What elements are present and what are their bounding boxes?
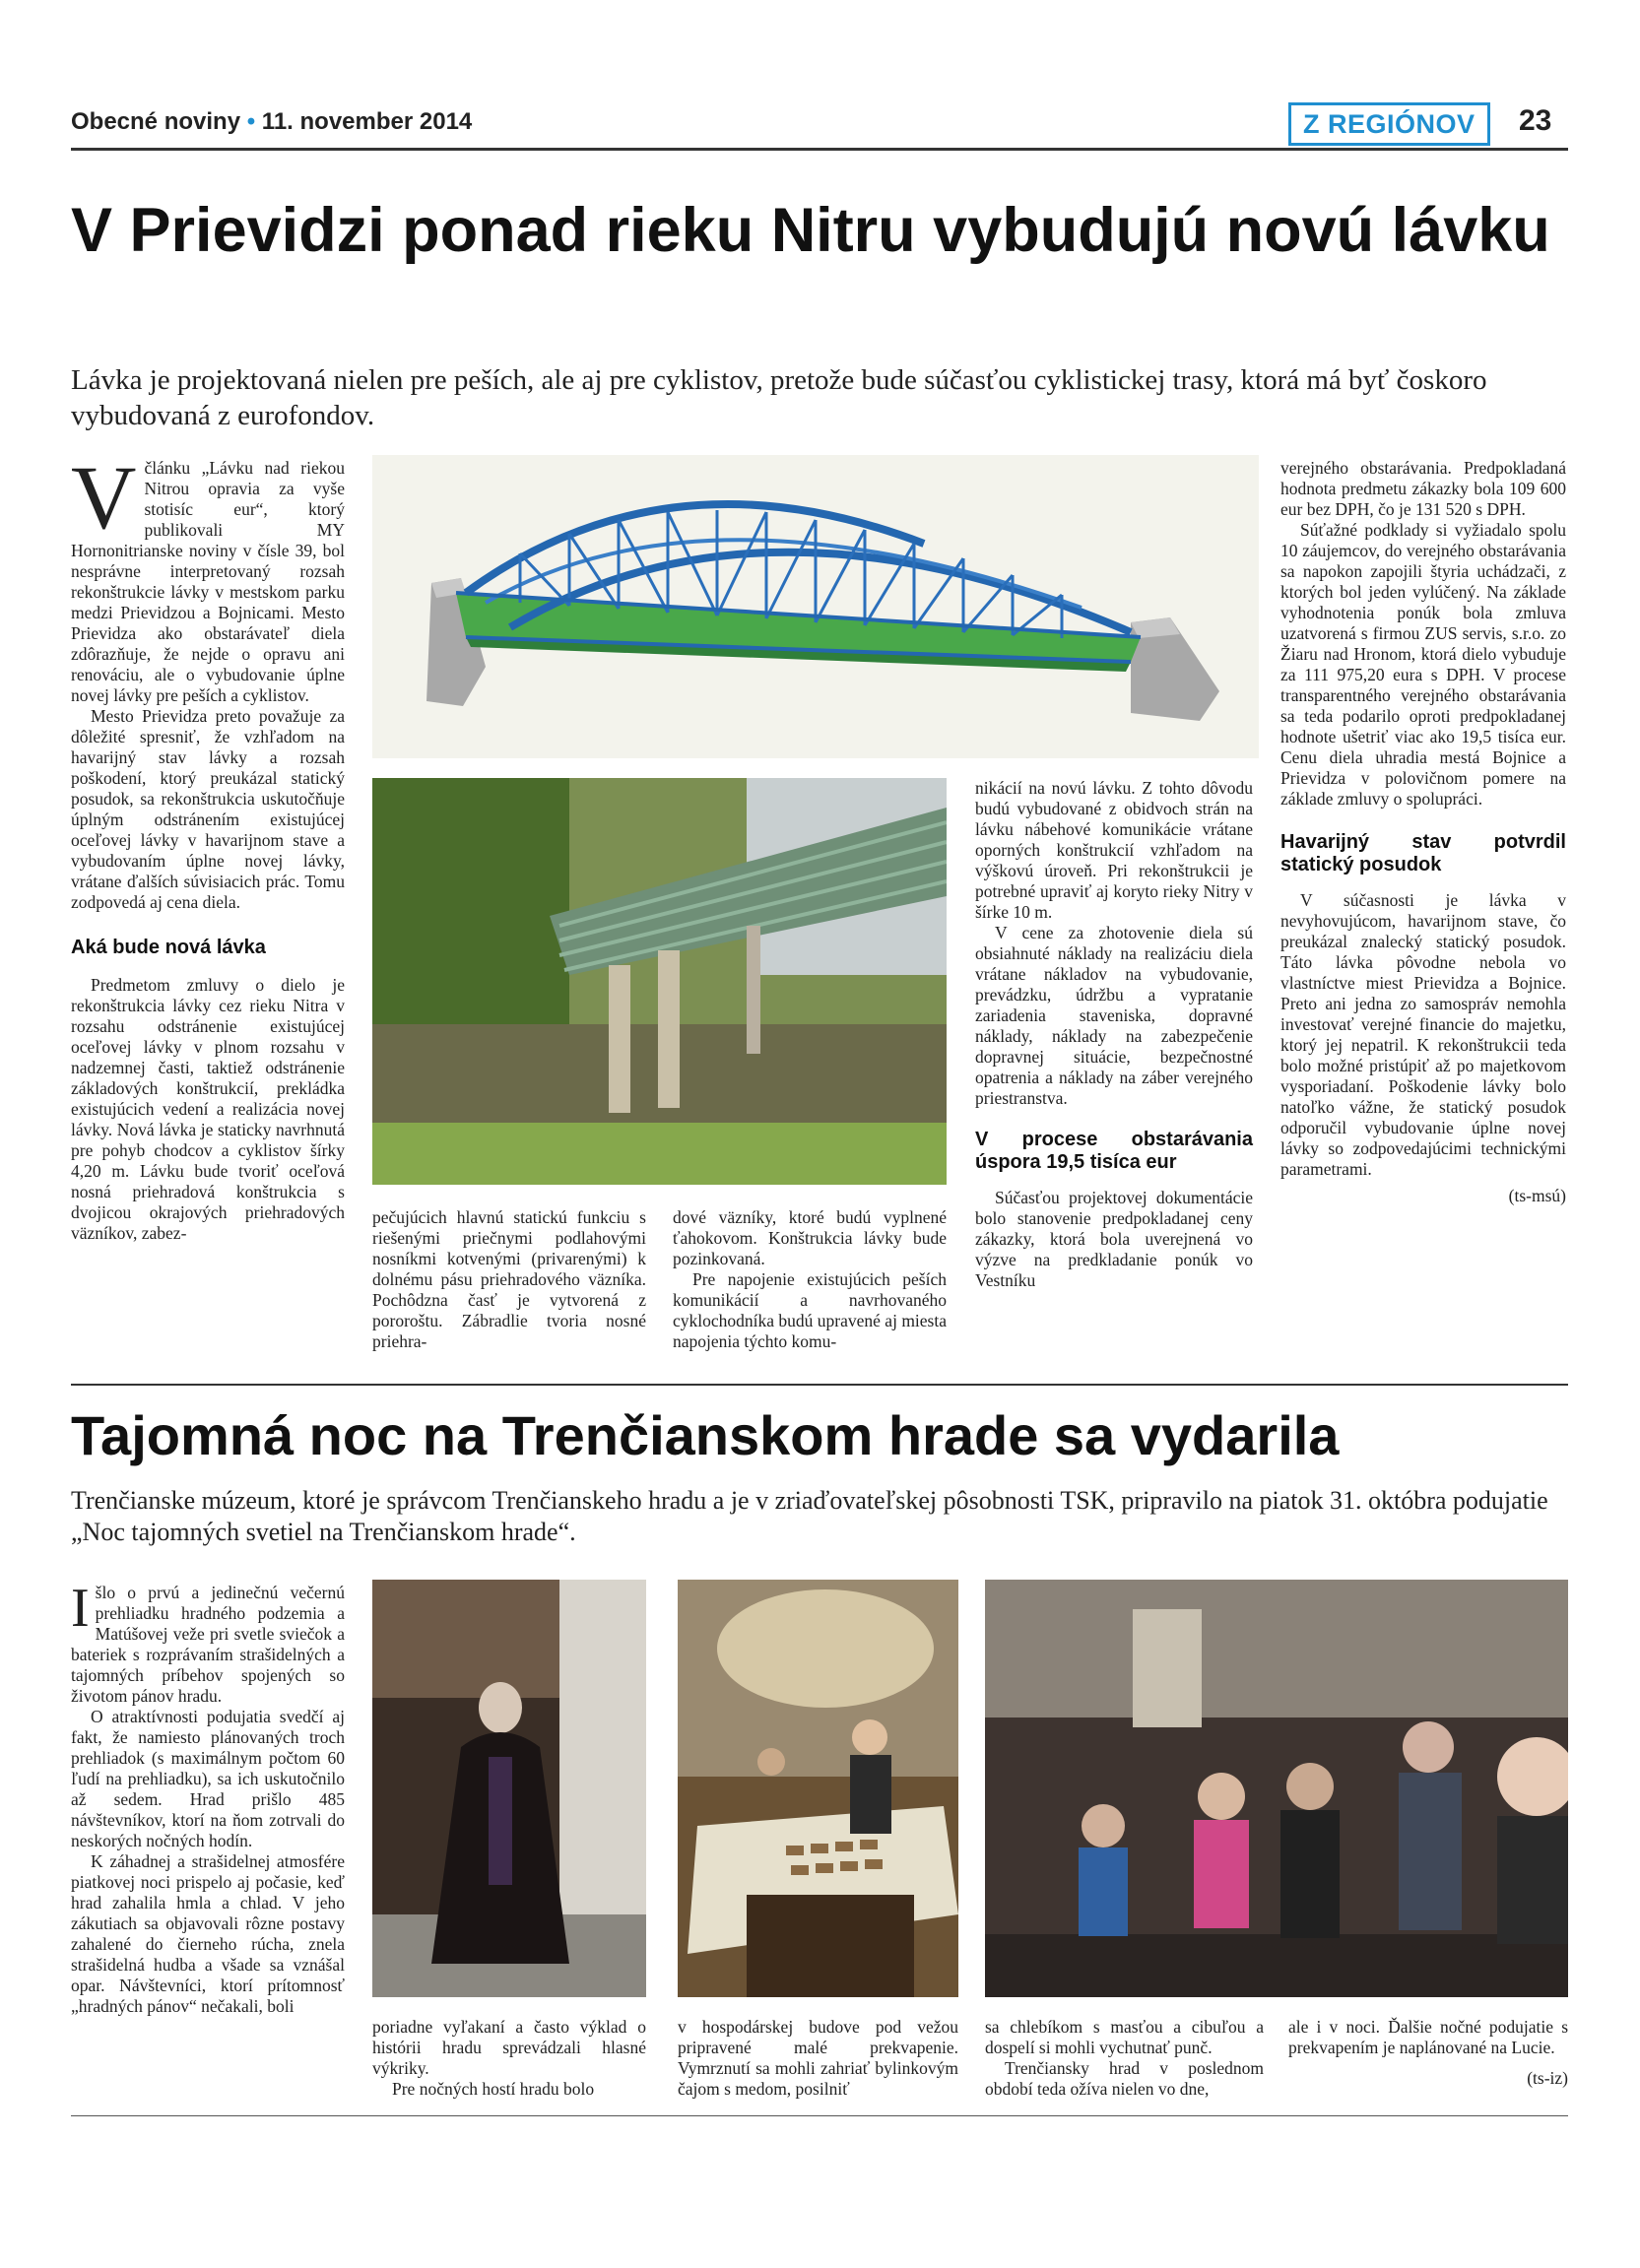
paragraph: Súťažné podklady si vyžiadalo spolu 10 záujemcov, do verejného obstarávania sa napokon zapojili štyria uchádzači, z ktorých bol jeden vylúčený. Na základe vyhodnotenia ponúk bola zmluva uzatvorená s firmou ZUS servis, s.r.o. zo Žiaru nad Hronom, ktorá dielo vybuduje za 111 975,20 eura s DPH. V procese transparentného verejného obstarávania sa teda podarilo oproti predpokladanej hodnote ušetriť viac ako 19,5 tisíca eur. Cenu diela uhradia mestá Bojnice a Prievidza v polovičnom pomere na základe zmluvy o spolupráci. (1280, 520, 1566, 809)
article2-column-2 (372, 2017, 646, 2100)
paragraph: verejného obstarávania. Predpokladaná hodnota predmetu zákazky bola 109 600 eur bez DPH, čo je 131 520 s DPH. (1280, 458, 1566, 519)
paragraph: Predmetom zmluvy o dielo je rekonštrukcia lávky cez rieku Nitra v rozsahu odstránenie existujúcej oceľovej lávky v plnom rozsahu v nadzemnej časti, taktiež odstránenie základových konštrukcií, prekládka existujúcich vedení a realizácia novej lávky. Nová lávka je staticky navrhnutá pre pohyb chodcov a cyklistov šírky 4,20 m. Lávku bude tvoriť oceľová nosná priehradová konštrukcia s dvojicou okrajových priehradových väzníkov, zabez- (71, 975, 345, 1243)
paragraph: Pre nočných hostí hradu bolo (392, 2079, 595, 2099)
food-table-svg (678, 1580, 958, 1997)
subheading: V procese obstarávania úspora 19,5 tisíca eur (975, 1129, 1253, 1173)
paragraph: sa chlebíkom s masťou a cibuľou a dospelí si mohli vychutnať punč. (985, 2017, 1264, 2057)
signature: (ts-iz) (1527, 2068, 1568, 2088)
paper-name: Obecné noviny (71, 108, 241, 135)
article2-lead: Trenčianske múzeum, ktoré je správcom Trenčianskeho hradu a je v zriaďovateľskej pôsobnosti TSK, pripravilo na piatok 31. októbra podujatie „Noc tajomných svetiel na Trenčianskom hrade“. (71, 1486, 1548, 1546)
article1-column-5 (1280, 458, 1566, 1206)
dropcap: I (71, 1578, 90, 1639)
visitors-crowd-svg (985, 1580, 1568, 1997)
issue-date: 11. november 2014 (261, 108, 473, 135)
article1-column-2 (372, 1207, 646, 1352)
subheading: Havarijný stav potvrdil statický posudok (1280, 831, 1566, 875)
costumed-figure-svg (372, 1580, 646, 1997)
paragraph: V cene za zhotovenie diela sú obsiahnuté náklady na realizáciu diela vrátane nákladov na vybudovanie, prevádzku, údržbu a vypratanie zariadenia staveniska, dopravné náklady, náklady na zabezpečenie dopravnej situácie, bezpečnostné opatrenia a náklady na záber verejného priestranstva. (975, 923, 1253, 1108)
subheading: Aká bude nová lávka (71, 937, 266, 958)
section-badge: Z REGIÓNOV (1288, 102, 1490, 146)
dropcap: V (71, 447, 137, 548)
paragraph: Trenčiansky hrad v poslednom období teda ožíva nielen vo dne, (985, 2058, 1264, 2099)
paragraph: Mesto Prievidza preto považuje za dôležité spresniť, že vzhľadom na havarijný stav lávky a rozsah poškodení, ktorý preukázal statický posudok, sa rekonštrukcia uskutočňuje úplným odstránením existujúcej oceľovej lávky v havarijnom stave a vybudovaním úplne novej lávky, vrátane ďalších súvisiacich prác. Tomu zodpovedá aj cena diela. (71, 706, 345, 912)
article2-column-1 (71, 1578, 345, 2017)
food-table-photo (678, 1580, 958, 1997)
paragraph: Súčasťou projektovej dokumentácie bolo stanovenie predpokladanej ceny zákazky, ktorá bola uverejnená vo výzve na predkladanie ponúk vo Vestníku (975, 1188, 1253, 1290)
article1-lead: Lávka je projektovaná nielen pre peších, ale aj pre cyklistov, pretože bude súčasťou cyklistickej trasy, ktorá má byť čoskoro vybudovaná z eurofondov. (71, 364, 1487, 431)
header-rule (71, 148, 1568, 151)
article-divider (71, 1384, 1568, 1386)
article2-title: Tajomná noc na Trenčianskom hrade sa vydarila (71, 1404, 1340, 1466)
paragraph: článku „Lávku nad riekou Nitrou opravia za vyše stotisíc eur“, ktorý publikovali MY Hornonitrianske noviny v čísle 39, bol nesprávne interpretovaný rozsah rekonštrukcie lávky v mestskom parku medzi Prievidzou a Bojnicami. Mesto Prievidza ako obstarávateľ diela zdôrazňuje, že nejde o opravu ani renováciu, ale o vybudovanie úplne novej lávky pre peších a cyklistov. (71, 458, 345, 705)
paragraph: pečujúcich hlavnú statickú funkciu s riešenými priečnymi podlahovými nosníkmi kotvenými (privarenými) k dolnému pásu priehradového väzníka. Pochôdzna časť je vytvorená z pororoštu. Zábradlie tvoria nosné priehra- (372, 1207, 646, 1351)
article1-column-4 (975, 778, 1253, 1291)
article1-title: V Prievidzi ponad rieku Nitru vybudujú novú lávku (71, 196, 1550, 265)
article2-column-3 (678, 2017, 958, 2100)
signature: (ts-msú) (1508, 1186, 1566, 1205)
paragraph: v hospodárskej budove pod vežou pripravené malé prekvapenie. Vymrznutí sa mohli zahriať bylinkovým čajom s medom, posilniť (678, 2017, 958, 2099)
paragraph: V súčasnosti je lávka v nevyhovujúcom, havarijnom stave, čo preukázal znalecký statický posudok. Táto lávka pôvodne nebola vo vlastníctve miest Prievidza a Bojnice. Preto ani jedna zo samospráv nemohla investovať verejné financie do majetku, ktorý jej nepatril. K rekonštrukcii teda bolo možné pristúpiť až po majetkovom vysporiadaní. Poškodenie lávky bolo natoľko vážne, že statický posudok odporučil vybudovanie úplne novej lávky so zodpovedajúcimi technickými parametrami. (1280, 890, 1566, 1179)
article1-column-3 (673, 1207, 947, 1352)
masthead (71, 108, 472, 136)
paragraph: K záhadnej a strašidelnej atmosfére piatkovej noci prispelo aj počasie, keď hrad zahalila hmla a chlad. V jeho zákutiach sa objavovali rôzne postavy zahalené do čierneho rúcha, znela strašidelná hudba a všade sa vznášal opar. Návštevníci, ktorí prítomnosť „hradných pánov“ nečakali, boli (71, 1851, 345, 2016)
costumed-figure-photo (372, 1580, 646, 1997)
visitors-crowd-photo (985, 1580, 1568, 1997)
bridge-photo-svg (372, 778, 947, 1185)
paragraph: O atraktívnosti podujatia svedčí aj fakt, že namiesto plánovaných troch prehliadok (s maximálnym počtom 60 ľudí na prehliadku), sa ich uskutočnilo až sedem. Hrad prišlo 485 návštevníkov, ktorí na ňom zotrvali do neskorých nočných hodín. (71, 1707, 345, 1850)
paragraph: poriadne vyľakaní a často výklad o histórii hradu sprevádzali hlasné výkriky. (372, 2017, 646, 2078)
paragraph: dové väzníky, ktoré budú vyplnené ťahokovom. Konštrukcia lávky bude pozinkovaná. (673, 1207, 947, 1268)
article2-column-5 (1288, 2017, 1568, 2089)
article1-column-1 (71, 447, 345, 1244)
paragraph: nikácií na novú lávku. Z tohto dôvodu budú vybudované z obidvoch strán na lávku nábehové komunikácie vrátane oporných konštrukcií vzhľadom na výškovú úroveň. Pri rekonštrukcii je potrebné upraviť aj koryto rieky Nitry v šírke 10 m. (975, 778, 1253, 922)
paragraph: šlo o prvú a jedinečnú večernú prehliadku hradného podzemia a Matúšovej veže pri svetle sviečok a bateriek s rozprávaním strašidelných a tajomných príbehov spojených so životom pánov hradu. (71, 1583, 345, 1706)
page-number: 23 (1519, 104, 1552, 137)
bridge-rendering-svg (372, 455, 1259, 758)
footer-rule (71, 2115, 1568, 2116)
article2-column-4 (985, 2017, 1264, 2100)
separator-dot: • (246, 108, 256, 135)
paragraph: ale i v noci. Ďalšie nočné podujatie s prekvapením je naplánované na Lucie. (1288, 2017, 1568, 2057)
bridge-rendering-image (372, 455, 1259, 758)
paragraph: Pre napojenie existujúcich peších komunikácií a navrhovaného cyklochodníka budú upravené aj miesta napojenia týchto komu- (673, 1269, 947, 1351)
bridge-photo (372, 778, 947, 1185)
